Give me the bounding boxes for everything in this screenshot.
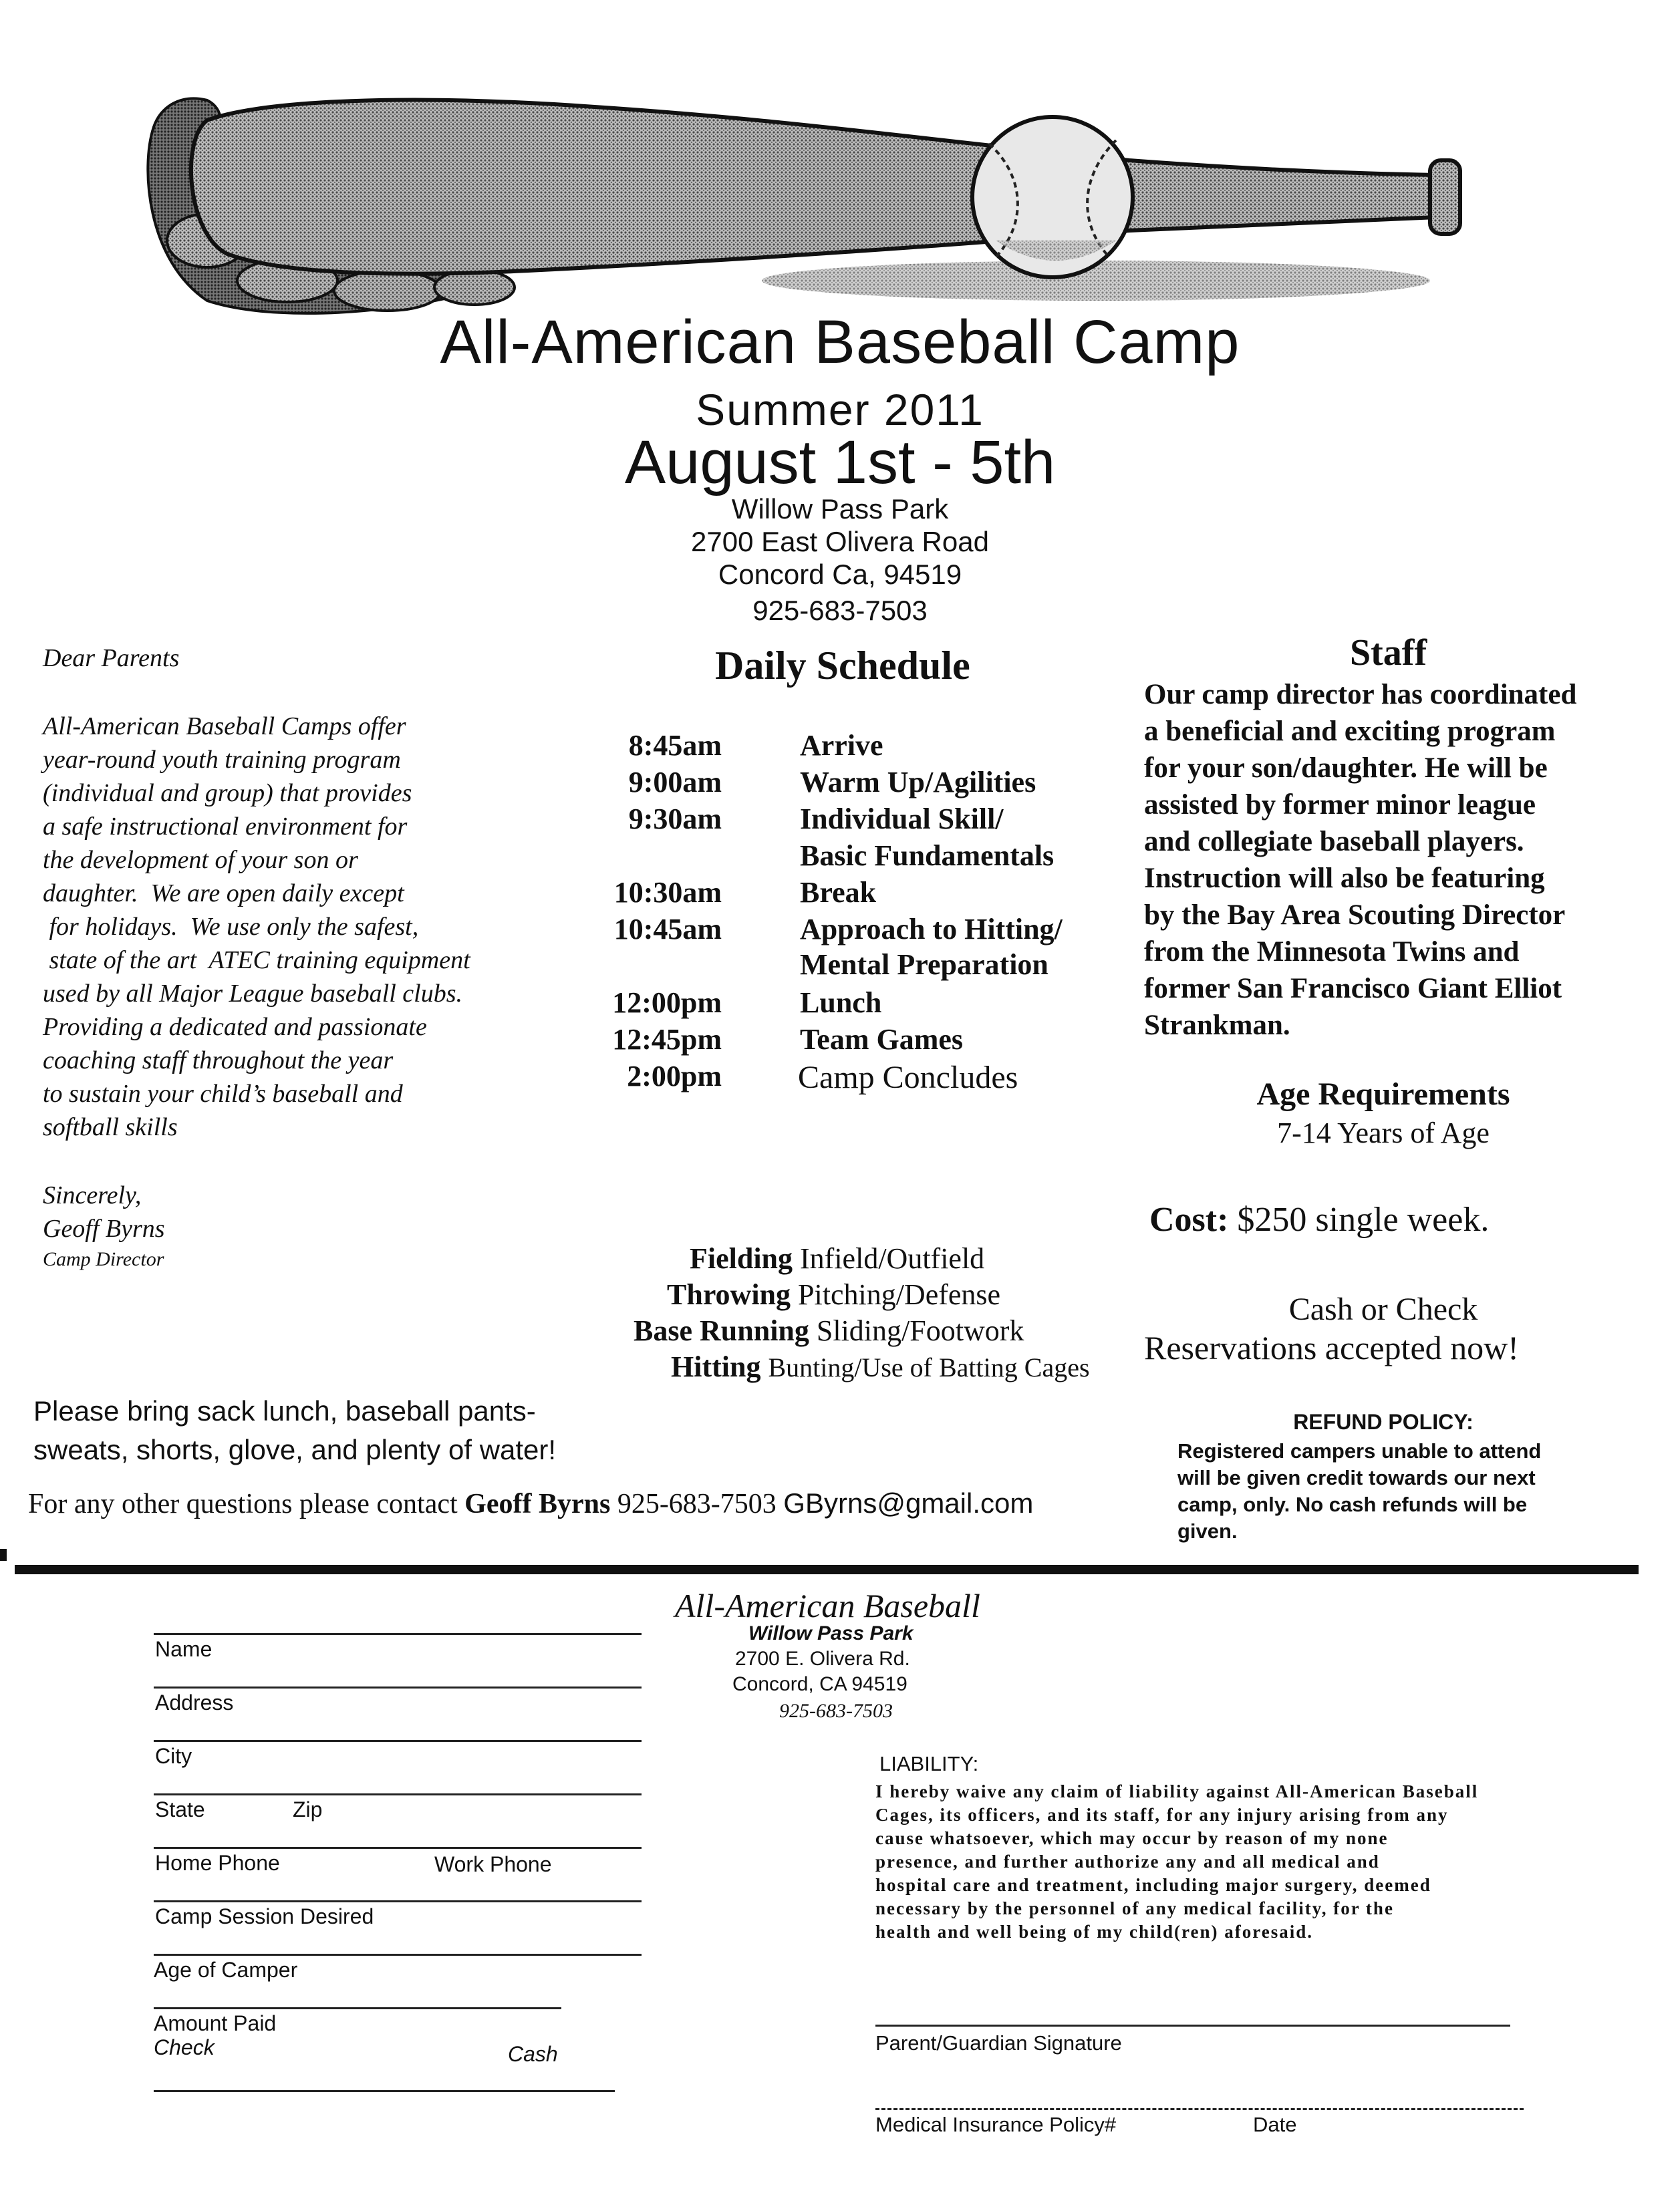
schedule-activity: Break xyxy=(800,876,877,909)
letter-line: All-American Baseball Camps offer xyxy=(43,712,406,740)
schedule-activity: Arrive xyxy=(800,729,883,762)
zip-label: Zip xyxy=(293,1797,323,1821)
city-address: Concord Ca, 94519 xyxy=(718,559,962,590)
skill-detail: Bunting/Use of Batting Cages xyxy=(768,1352,1090,1382)
staff-line: and collegiate baseball players. xyxy=(1144,826,1524,857)
letter-line: state of the art ATEC training equipment xyxy=(43,946,470,974)
letter-line: a safe instructional environment for xyxy=(43,813,408,841)
liability-title: LIABILITY: xyxy=(879,1752,979,1775)
schedule-time: 9:30am xyxy=(628,802,722,835)
liability-line: Cages, its officers, and its staff, for any injury arising from any xyxy=(875,1805,1449,1825)
form-phone: 925-683-7503 xyxy=(779,1700,893,1722)
skill-line xyxy=(690,1241,984,1276)
camp-dates: August 1st - 5th xyxy=(624,428,1056,496)
date-label: Date xyxy=(1253,2113,1297,2136)
name-line[interactable] xyxy=(154,1633,642,1635)
staff-line: assisted by former minor league xyxy=(1144,789,1536,821)
payment-line[interactable] xyxy=(154,2090,615,2092)
liability-line: I hereby waive any claim of liability against All-American Baseball xyxy=(875,1781,1479,1801)
signature-line[interactable] xyxy=(875,2025,1510,2027)
liability-text xyxy=(875,1780,1577,1944)
cost-label: Cost: xyxy=(1149,1201,1229,1239)
staff-line: for your son/daughter. He will be xyxy=(1144,752,1548,784)
cost-line xyxy=(1149,1200,1489,1239)
staff-description xyxy=(1144,676,1652,1044)
refund-line: camp, only. No cash refunds will be xyxy=(1177,1493,1528,1516)
schedule-activity: Warm Up/Agilities xyxy=(800,766,1036,798)
skill-name: Fielding xyxy=(690,1242,793,1275)
skill-detail: Pitching/Defense xyxy=(798,1278,1001,1311)
form-title: All-American Baseball xyxy=(675,1587,980,1624)
refund-policy-title: REFUND POLICY: xyxy=(1293,1410,1474,1434)
staff-line: a beneficial and exciting program xyxy=(1144,716,1556,747)
schedule-time: 9:00am xyxy=(628,766,722,798)
contact-prefix: For any other questions please contact xyxy=(28,1489,458,1519)
refund-policy-text xyxy=(1177,1438,1632,1545)
skill-detail: Infield/Outfield xyxy=(800,1242,985,1275)
what-to-bring-line: sweats, shorts, glove, and plenty of water! xyxy=(33,1434,557,1465)
age-requirements-value: 7-14 Years of Age xyxy=(1277,1117,1490,1149)
form-street: 2700 E. Olivera Rd. xyxy=(735,1648,910,1670)
camp-session-label: Camp Session Desired xyxy=(155,1904,374,1928)
liability-line: hospital care and treatment, including major surgery, deemed xyxy=(875,1875,1431,1895)
letter-signer: Geoff Byrns xyxy=(43,1215,165,1243)
letter-line: softball skills xyxy=(43,1113,178,1141)
liability-line: health and well being of my child(ren) aforesaid. xyxy=(875,1922,1314,1942)
amount-paid-label: Amount Paid xyxy=(154,2011,277,2035)
schedule-time: 10:30am xyxy=(613,876,722,909)
staff-line: Instruction will also be featuring xyxy=(1144,863,1545,894)
schedule-activity: Camp Concludes xyxy=(798,1060,1018,1095)
what-to-bring-line: Please bring sack lunch, baseball pants- xyxy=(33,1395,536,1427)
staff-line: by the Bay Area Scouting Director xyxy=(1144,899,1566,931)
letter-line: the development of your son or xyxy=(43,846,358,874)
letter-line: to sustain your child’s baseball and xyxy=(43,1080,403,1108)
home-phone-label: Home Phone xyxy=(155,1851,280,1875)
schedule-time: 12:45pm xyxy=(612,1023,722,1056)
form-park-name: Willow Pass Park xyxy=(748,1622,914,1644)
address-line[interactable] xyxy=(154,1687,642,1689)
street-address: 2700 East Olivera Road xyxy=(691,526,989,557)
letter-line: for holidays. We use only the safest, xyxy=(43,913,419,941)
state-zip-line[interactable] xyxy=(154,1793,642,1795)
schedule-activity: Team Games xyxy=(800,1023,964,1056)
skill-line xyxy=(634,1314,1024,1348)
staff-line: Strankman. xyxy=(1144,1010,1290,1041)
letter-line: (individual and group) that provides xyxy=(43,779,412,807)
work-phone-label: Work Phone xyxy=(434,1852,552,1876)
insurance-line[interactable] xyxy=(875,2108,1524,2110)
schedule-time: 8:45am xyxy=(628,729,722,762)
schedule-title: Daily Schedule xyxy=(715,643,970,688)
letter-closing: Sincerely, xyxy=(43,1181,142,1209)
state-label: State xyxy=(155,1797,205,1821)
schedule-activity: Mental Preparation xyxy=(800,948,1048,981)
insurance-label: Medical Insurance Policy# xyxy=(875,2113,1117,2136)
bat-and-ball-illustration xyxy=(127,87,1564,327)
age-requirements-title: Age Requirements xyxy=(1256,1076,1510,1112)
contact-phone: 925-683-7503 xyxy=(752,595,928,626)
schedule-activity: Basic Fundamentals xyxy=(800,839,1055,872)
name-label: Name xyxy=(155,1637,213,1661)
form-city: Concord, CA 94519 xyxy=(732,1673,907,1695)
signature-label: Parent/Guardian Signature xyxy=(875,2031,1122,2055)
letter-line: coaching staff throughout the year xyxy=(43,1046,394,1074)
season-label: Summer 2011 xyxy=(696,385,984,434)
schedule-activity: Lunch xyxy=(800,986,882,1019)
liability-line: necessary by the personnel of any medical facility, for the xyxy=(875,1898,1394,1918)
letter-line: daughter. We are open daily except xyxy=(43,879,404,907)
schedule-activity: Individual Skill/ xyxy=(800,802,1004,835)
edge-mark xyxy=(0,1549,7,1561)
schedule-time: 2:00pm xyxy=(627,1060,722,1092)
age-line[interactable] xyxy=(154,1954,642,1956)
letter-greeting: Dear Parents xyxy=(43,644,180,672)
cost-value: $250 single week. xyxy=(1237,1201,1490,1239)
city-line[interactable] xyxy=(154,1740,642,1742)
schedule-time: 10:45am xyxy=(613,913,722,945)
letter-line: Providing a dedicated and passionate xyxy=(43,1013,427,1041)
what-to-bring xyxy=(33,1392,635,1469)
schedule-activity: Approach to Hitting/ xyxy=(800,913,1063,945)
staff-line: Our camp director has coordinated xyxy=(1144,679,1577,710)
contact-email[interactable]: GByrns@gmail.com xyxy=(783,1487,1034,1519)
park-name: Willow Pass Park xyxy=(731,493,949,525)
phone-line[interactable] xyxy=(154,1847,642,1849)
address-label: Address xyxy=(155,1691,234,1715)
skill-name: Throwing xyxy=(667,1278,791,1311)
cash-label: Cash xyxy=(508,2042,558,2066)
payment-methods: Cash or Check xyxy=(1288,1292,1478,1327)
refund-line: will be given credit towards our next xyxy=(1177,1466,1536,1489)
skill-name: Hitting xyxy=(671,1350,761,1383)
refund-line: given. xyxy=(1177,1519,1238,1543)
liability-line: presence, and further authorize any and all medical and xyxy=(875,1852,1380,1872)
camp-title: All-American Baseball Camp xyxy=(440,308,1240,376)
contact-name: Geoff Byrns xyxy=(464,1489,611,1519)
schedule-time: 12:00pm xyxy=(612,986,722,1019)
staff-line: former San Francisco Giant Elliot xyxy=(1144,973,1562,1004)
skill-line xyxy=(667,1278,1000,1312)
staff-line: from the Minnesota Twins and xyxy=(1144,936,1520,968)
city-label: City xyxy=(155,1744,192,1768)
camp-session-line[interactable] xyxy=(154,1900,642,1902)
letter-line: year-round youth training program xyxy=(43,746,401,774)
refund-line: Registered campers unable to attend xyxy=(1177,1439,1542,1463)
skill-name: Base Running xyxy=(634,1314,809,1347)
section-divider xyxy=(15,1565,1639,1574)
letter-signer-title: Camp Director xyxy=(43,1248,164,1270)
letter-line: used by all Major League baseball clubs. xyxy=(43,980,462,1008)
staff-title: Staff xyxy=(1350,632,1427,674)
amount-line[interactable] xyxy=(154,2007,561,2009)
skill-line xyxy=(671,1350,1090,1384)
reservations-notice: Reservations accepted now! xyxy=(1144,1329,1519,1366)
liability-line: cause whatsoever, which may occur by reason of my none xyxy=(875,1828,1389,1848)
age-of-camper-label: Age of Camper xyxy=(154,1958,298,1982)
skill-detail: Sliding/Footwork xyxy=(816,1314,1024,1347)
contact-line xyxy=(28,1487,1033,1520)
check-label: Check xyxy=(154,2035,215,2059)
contact-phone-number: 925-683-7503 xyxy=(617,1489,777,1519)
